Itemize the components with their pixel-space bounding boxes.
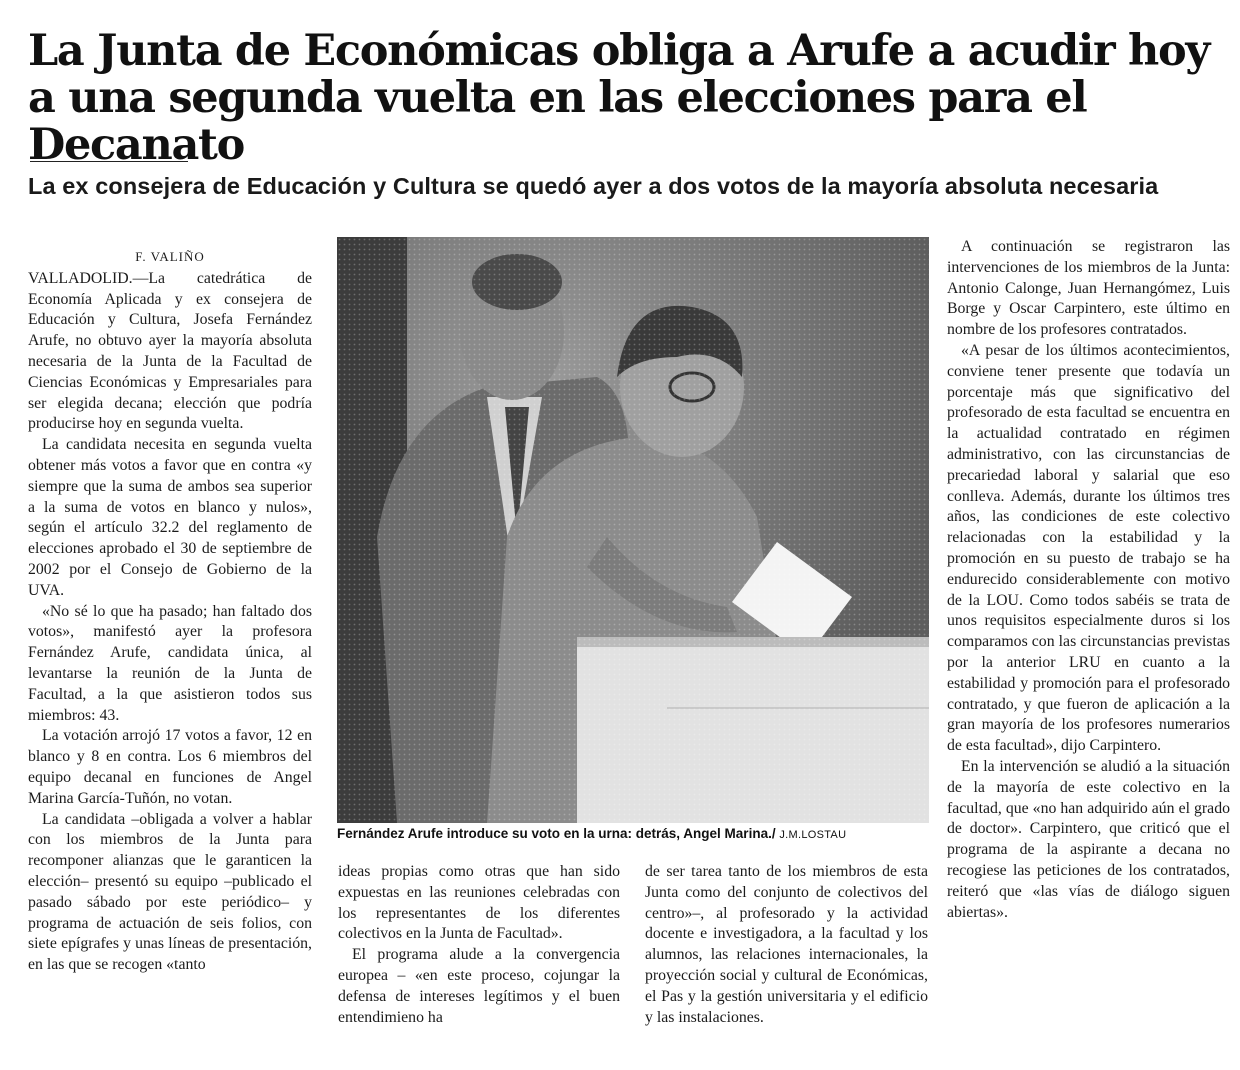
- paragraph-7: El programa alude a la convergencia europea – «en este proceso, cojungar la defensa de intereses legítimos y el buen entendimieno ha: [338, 946, 620, 1026]
- paragraph-1-text: La catedrática de Economía Aplicada y ex consejera de Educación y Cultura, Josefa Fernández Arufe, no obtuvo ayer la mayoría absoluta necesaria de la Junta de la Facultad de Ciencias Económicas y Empresariales para ser elegida decana; elección que podría producirse hoy en segunda vuelta.: [28, 269, 312, 433]
- column-1: [28, 247, 312, 976]
- photo-credit: J.M.LOSTAU: [779, 829, 847, 841]
- paragraph-11: En la intervención se aludió a la situación de la mayoría de este colectivo en la facultad, que «no han adquirido aún el grado de doctor». Carpintero, que criticó que el programa de la aspirante a decana no recogiese las peticiones de los contratados, reiteró que «las vías de diálogo siguen abiertas».: [947, 757, 1230, 921]
- photo-caption: [337, 826, 929, 841]
- paragraph-5: La candidata –obligada a volver a hablar con los miembros de la Junta para recomponer alianzas que le garanticen la elección– presentó su equipo –publicado el pasado sábado por este periódico– y programa de actuación de seis folios, con siete epígrafes y unas líneas de presentación, en las que se recogen «tanto: [28, 810, 312, 974]
- paragraph-1: [28, 269, 312, 435]
- paragraph-4: La votación arrojó 17 votos a favor, 12 en blanco y 8 en contra. Los 6 miembros del equipo decanal en funciones de Angel Marina García-Tuñón, no votan.: [28, 727, 312, 807]
- paragraph-10: «A pesar de los últimos acontecimientos, conviene tener presente que todavía un porcentaje más que significativo del profesorado de esta facultad se encuentra en la actualidad contratado en régimen administrativo, con las circunstancias de precariedad laboral y salarial que eso conlleva. Además, durante los últimos tres años, las condiciones de este colectivo relacionadas con la estabilidad y la promoción en su puesto de trabajo se ha endurecido considerablemente con motivo de la LOU. Como todos sabéis se trata de unos requisitos especialmente duros si los comparamos con las circunstancias previstas por la anterior LRU en cuanto a la estabilidad y promoción para el profesorado contratado, y que fueron de aplicación a la gran mayoría de los profesores numerarios de esta facultad», dijo Carpintero.: [947, 341, 1230, 755]
- photo-illustration: [337, 237, 929, 823]
- paragraph-6: ideas propias como otras que han sido expuestas en las reuniones celebradas con los representantes de los diferentes colectivos en la Junta de Facultad».: [338, 863, 620, 943]
- column-3: [645, 862, 928, 1028]
- column-4: [947, 237, 1230, 923]
- caption-text: Fernández Arufe introduce su voto en la urna: detrás, Angel Marina./: [337, 826, 776, 841]
- dateline-place: VALLADOLID.—: [28, 269, 149, 287]
- column-2: [338, 862, 620, 1028]
- news-photo: [337, 237, 929, 823]
- paragraph-2: La candidata necesita en segunda vuelta obtener más votos a favor que en contra «y siempre que la suma de ambos sea superior a la suma de votos en blanco y nulos», según el artículo 32.2 del reglamento de elecciones aprobado el 30 de septiembre de 2002 por el Consejo de Gobierno de la UVA.: [28, 436, 312, 599]
- headline: La Junta de Económicas obliga a Arufe a acudir hoy a una segunda vuelta en las elecciones para el Decanato: [28, 26, 1210, 170]
- paragraph-8: de ser tarea tanto de los miembros de esta Junta como del conjunto de colectivos del centro»–, al profesorado y la actividad docente e investigadora, a la facultad y los alumnos, las relaciones internacionales, la proyección social y cultural de Económicas, el Pas y la gestión universitaria y el edificio y las instalaciones.: [645, 863, 928, 1026]
- paragraph-9: A continuación se registraron las intervenciones de los miembros de la Junta: Antonio Calonge, Juan Hernangómez, Luis Borge y Oscar Carpintero, este último en nombre de los profesores contratados.: [947, 238, 1230, 339]
- headline-rule: [30, 161, 188, 162]
- byline: F. VALIÑO: [135, 249, 205, 264]
- paragraph-3: «No sé lo que ha pasado; han faltado dos votos», manifestó ayer la profesora Fernández Arufe, candidata única, al levantarse la reunión de la Junta de Facultad, a la que asistieron todos sus miembros: 43.: [28, 602, 312, 724]
- subheadline: La ex consejera de Educación y Cultura se quedó ayer a dos votos de la mayoría absoluta necesaria: [28, 173, 1159, 199]
